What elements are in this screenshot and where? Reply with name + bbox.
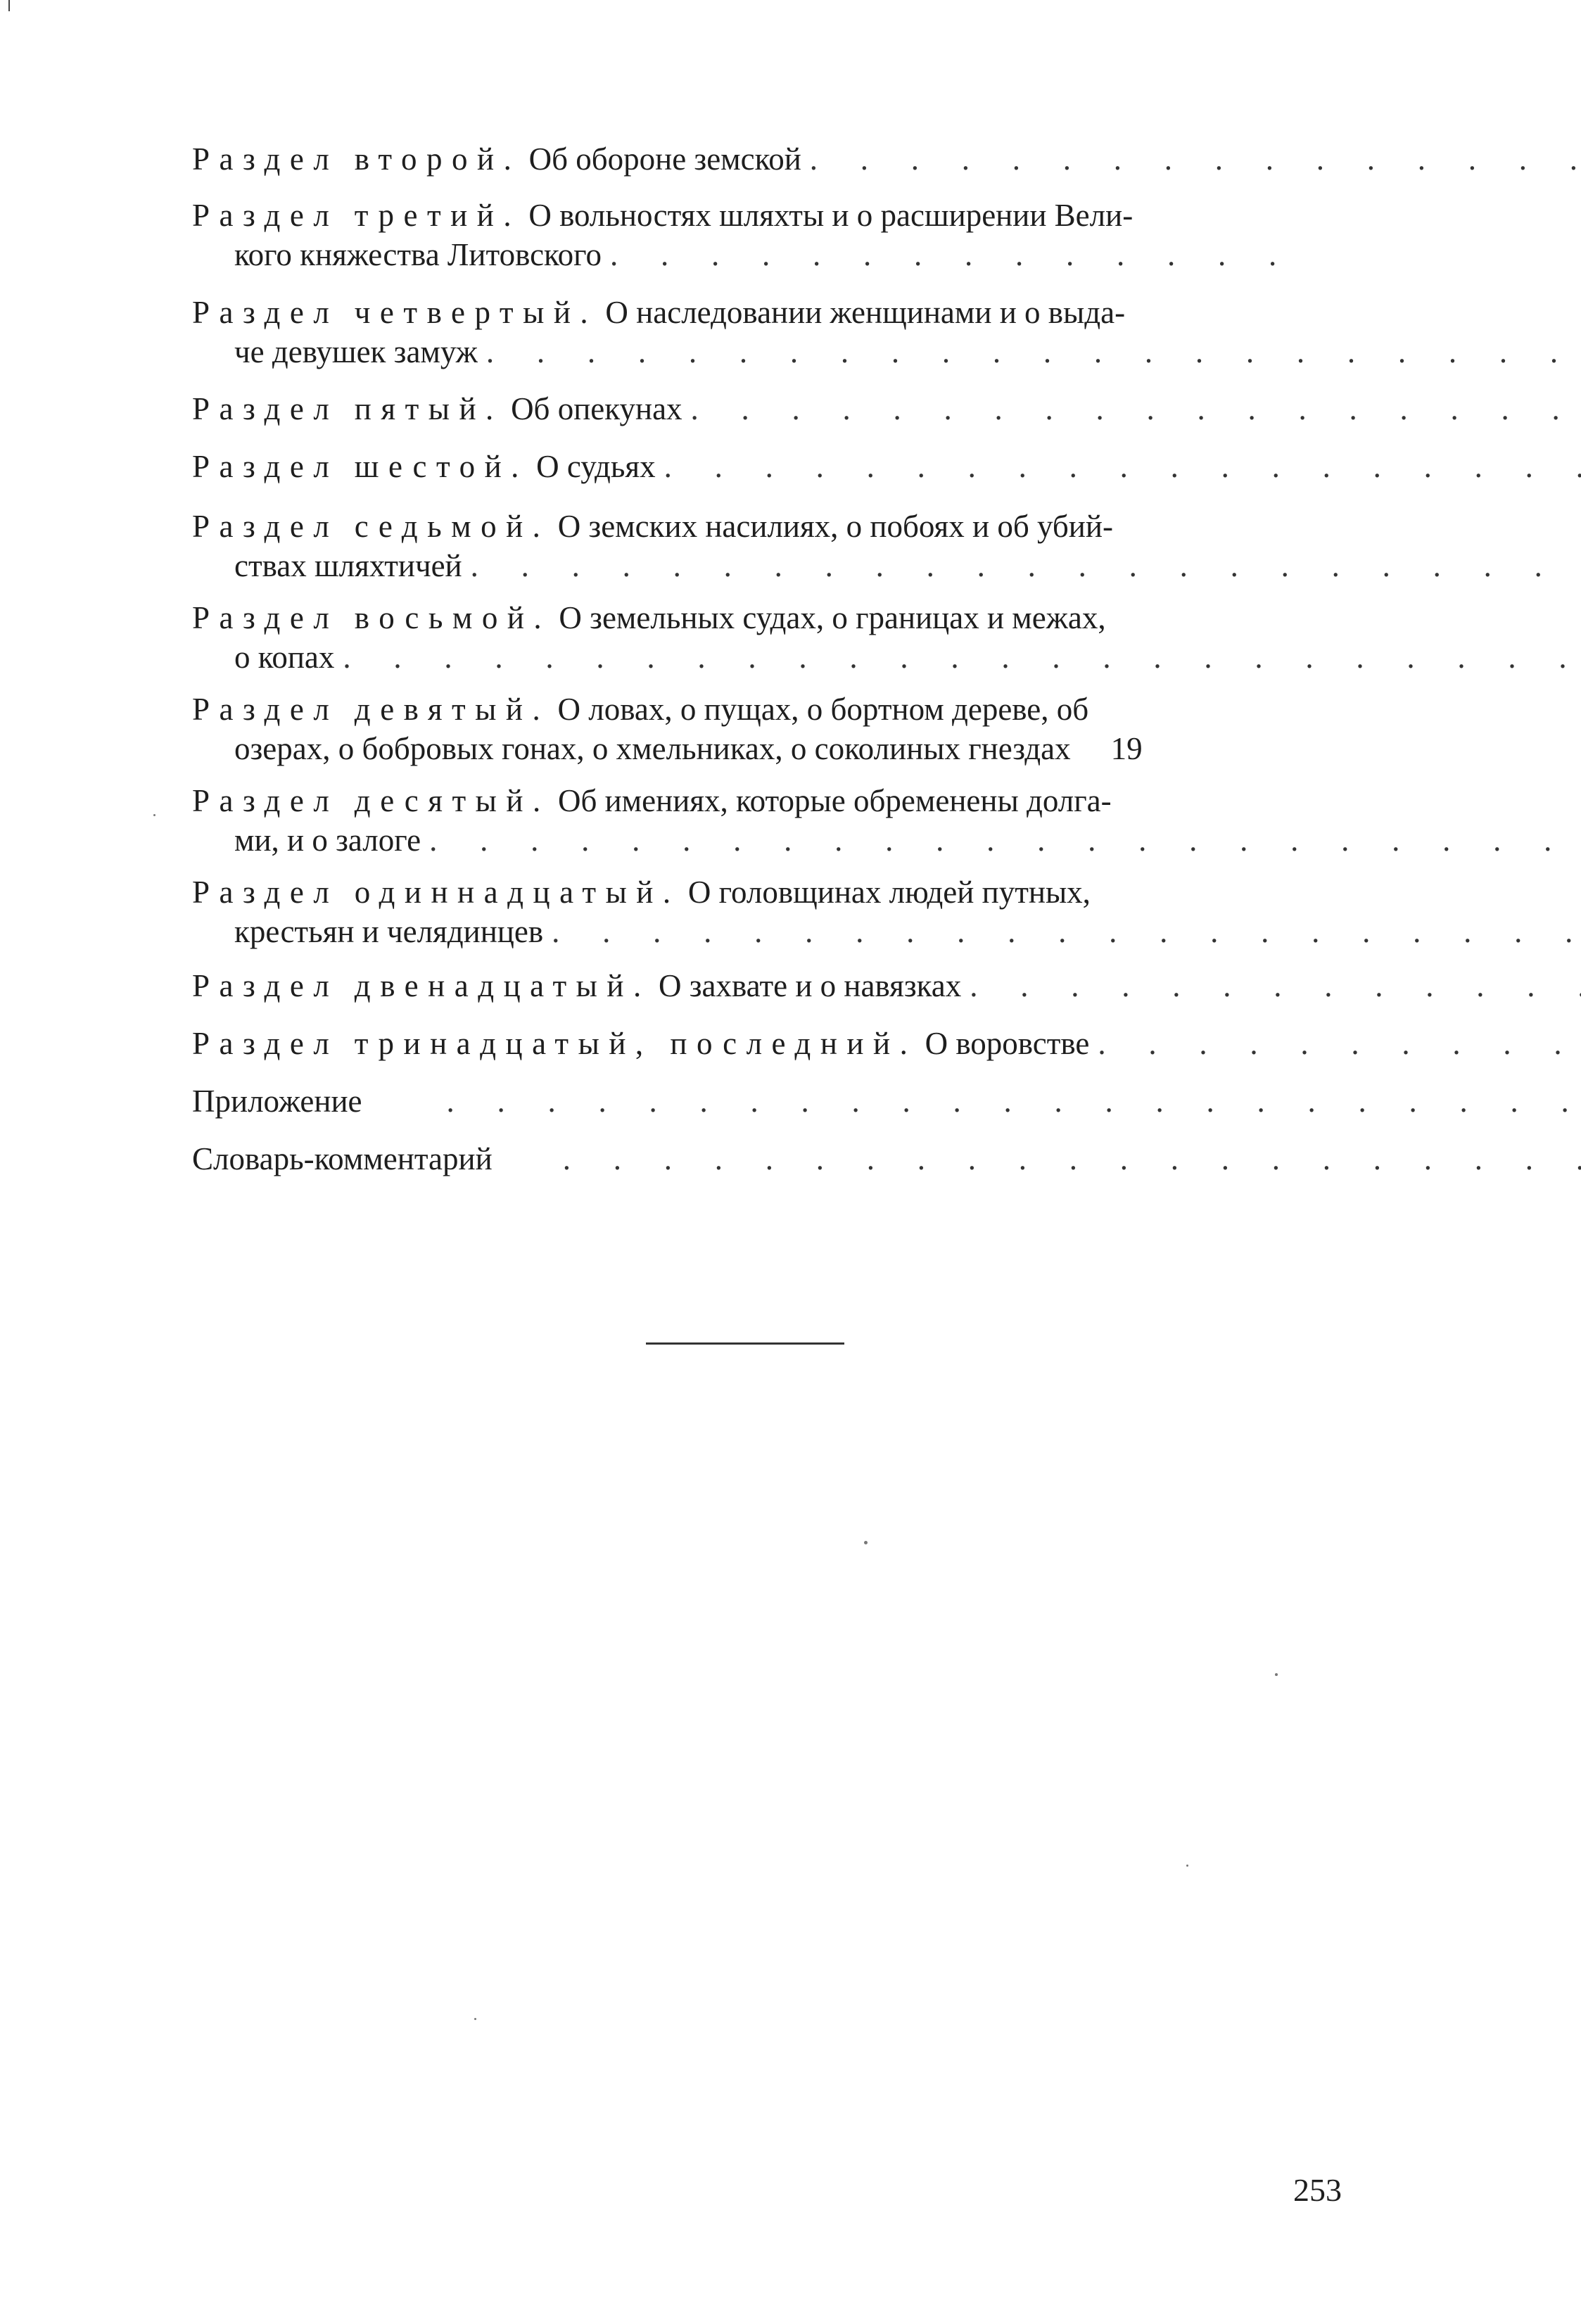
entry-title-line2: озерах, о бобровых гонах, о хмельниках, о соколиных гнездах [234, 731, 1071, 766]
entry-title-line1: О наследовании женщинами и о выда- [605, 295, 1126, 330]
dot-leader [478, 332, 1581, 372]
entry-title: О захвате и о навязках [658, 968, 962, 1003]
entry-page-number: 19 [1110, 731, 1143, 766]
dot-leader [493, 1139, 1581, 1179]
entry-title-line1: О земельных судах, о границах и межах, [559, 600, 1106, 635]
toc-entry [192, 1024, 1581, 1063]
entry-label: Раздел [192, 141, 339, 177]
entry-title: О судьях [536, 449, 656, 484]
toc-entry [192, 139, 1581, 179]
toc-entry [192, 1139, 1581, 1179]
scan-speck [1186, 1865, 1188, 1867]
dot-leader [362, 1081, 1581, 1121]
entry-title-line2: че девушек замуж [234, 334, 478, 369]
toc-entry [192, 690, 1143, 768]
toc-entry [192, 1081, 1581, 1121]
entry-title-line1: О ловах, о пущах, о бортном дереве, об [557, 692, 1089, 727]
entry-label: Раздел [192, 198, 339, 233]
entry-title: Приложение [192, 1084, 362, 1119]
entry-ordinal: тринадцатый, последний. [354, 1026, 918, 1061]
entry-ordinal: девятый. [354, 692, 550, 727]
dot-leader [462, 546, 1581, 585]
entry-label: Раздел [192, 875, 339, 910]
entry-ordinal: шестой. [354, 449, 528, 484]
entry-ordinal: пятый. [354, 391, 503, 426]
scan-speck [153, 814, 155, 816]
entry-title: Об обороне земской [528, 141, 801, 177]
entry-title-line1: О головщинах людей путных, [687, 875, 1091, 910]
dot-leader [543, 912, 1581, 951]
entry-ordinal: десятый. [354, 783, 550, 818]
entry-title-line2: крестьян и челядинцев [234, 914, 544, 949]
entry-ordinal: седьмой. [354, 509, 550, 544]
toc-entry [192, 293, 1581, 372]
dot-leader [961, 966, 1581, 1005]
dot-leader [682, 389, 1581, 428]
entry-title: О воровстве [925, 1026, 1090, 1061]
entry-label: Раздел [192, 449, 339, 484]
entry-label: Раздел [192, 968, 339, 1003]
entry-ordinal: третий. [354, 198, 521, 233]
scan-speck [474, 2018, 476, 2020]
dot-leader [1089, 1024, 1581, 1063]
entry-ordinal: второй. [354, 141, 521, 177]
entry-title: Словарь-комментарий [192, 1141, 493, 1176]
page-number: 253 [1293, 2172, 1342, 2208]
scan-edge-mark [8, 0, 10, 11]
dot-leader [334, 637, 1581, 677]
dot-leader [656, 447, 1581, 486]
toc-entry [192, 872, 1581, 951]
toc-entry [192, 598, 1581, 677]
dot-leader [421, 820, 1581, 860]
entry-label: Раздел [192, 509, 339, 544]
closing-rule [646, 1342, 844, 1345]
entry-label: Раздел [192, 600, 339, 635]
entry-ordinal: двенадцатый. [354, 968, 651, 1003]
toc-entry [192, 447, 1581, 486]
entry-title-line1: О вольностях шляхты и о расширении Вели- [528, 198, 1134, 233]
entry-title-line2: кого княжества Литовского [234, 237, 602, 272]
entry-title-line2: о копах [234, 640, 335, 675]
entry-label: Раздел [192, 1026, 339, 1061]
entry-label: Раздел [192, 295, 339, 330]
scan-speck [1275, 1673, 1278, 1676]
scan-speck [864, 1541, 868, 1544]
entry-label: Раздел [192, 783, 339, 818]
entry-title-line2: ми, и о залоге [234, 823, 421, 858]
toc-entry [192, 507, 1581, 585]
toc-entry [192, 966, 1581, 1005]
entry-ordinal: одиннадцатый. [354, 875, 680, 910]
toc-entry [192, 781, 1581, 860]
toc-entry [192, 196, 1291, 274]
entry-label: Раздел [192, 692, 339, 727]
entry-title: Об опекунах [511, 391, 682, 426]
entry-title-line1: Об имениях, которые обременены долга- [557, 783, 1112, 818]
dot-leader [602, 235, 1291, 274]
entry-title-line1: О земских насилиях, о побоях и об убий- [557, 509, 1113, 544]
entry-ordinal: восьмой. [354, 600, 552, 635]
toc-entry [192, 389, 1581, 428]
entry-title-line2: ствах шляхтичей [234, 548, 462, 583]
dot-leader [801, 139, 1581, 179]
entry-ordinal: четвертый. [354, 295, 598, 330]
entry-label: Раздел [192, 391, 339, 426]
